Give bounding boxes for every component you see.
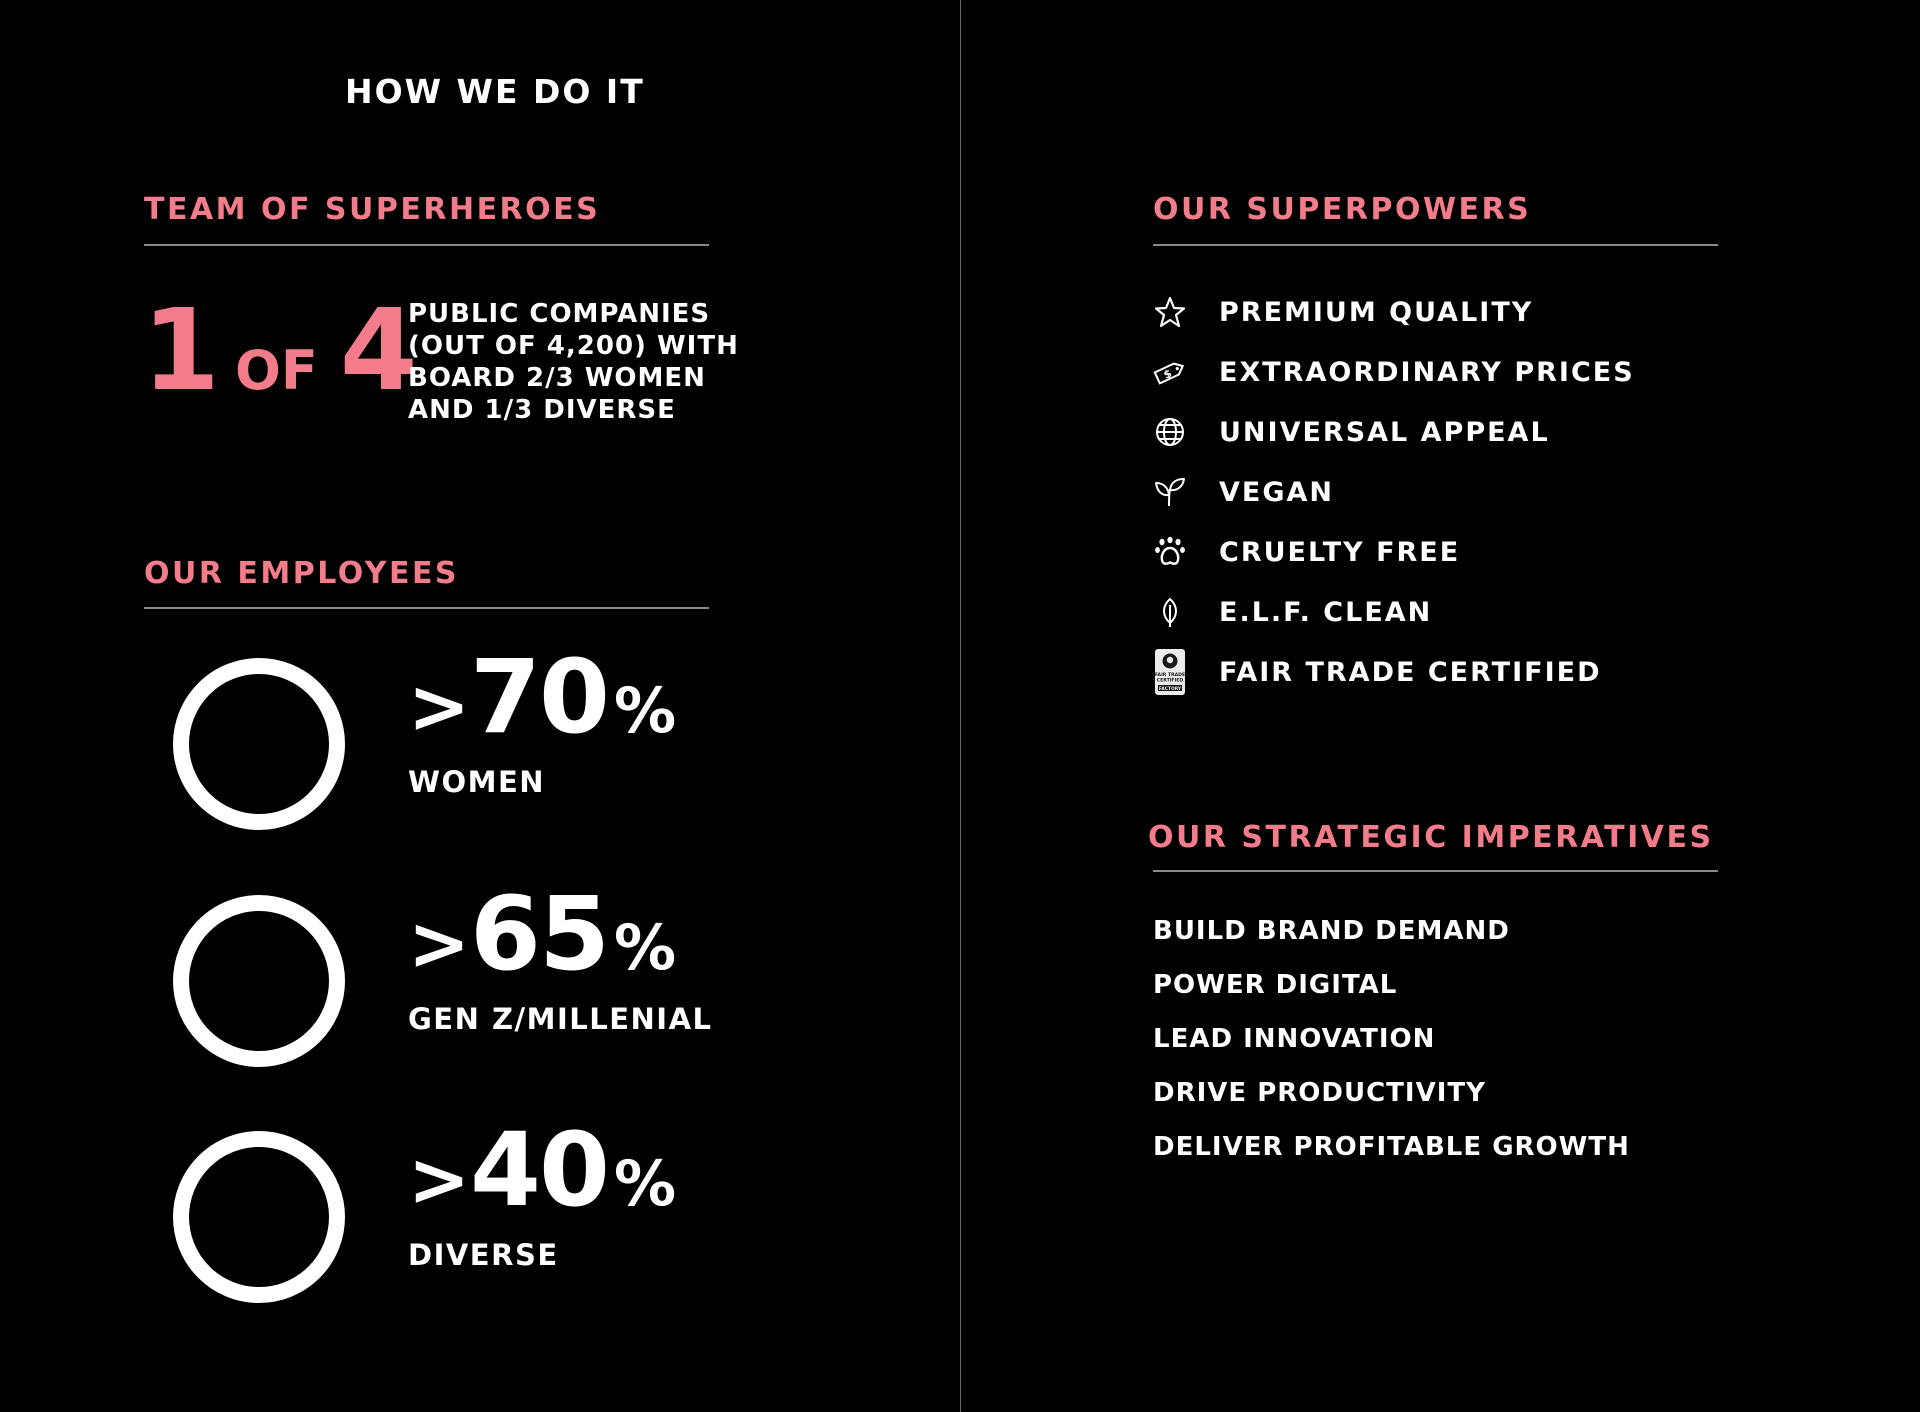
imperative-item: POWER DIGITAL [1153, 970, 1398, 1000]
imperative-item: BUILD BRAND DEMAND [1153, 916, 1510, 946]
stat-suffix: % [613, 674, 677, 747]
employee-stat-value [408, 1111, 677, 1230]
superpower-label: CRUELTY FREE [1219, 536, 1461, 568]
donut-track [181, 666, 337, 822]
superpower-label: EXTRAORDINARY PRICES [1219, 356, 1635, 388]
employee-stat-women [170, 638, 710, 855]
superpowers-list [1153, 282, 1635, 702]
superpowers-heading-rule [1153, 244, 1718, 246]
stat-suffix: % [613, 911, 677, 984]
stat-prefix: > [408, 1137, 471, 1223]
superpower-item [1153, 282, 1635, 342]
donut-chart [170, 892, 348, 1070]
superpower-label: FAIR TRADE CERTIFIED [1219, 656, 1602, 688]
superpower-item [1153, 642, 1635, 702]
stat-number: 65 [470, 875, 608, 994]
donut-chart [170, 1128, 348, 1306]
description-line: BOARD 2/3 WOMEN [408, 363, 706, 393]
superpower-label: E.L.F. CLEAN [1219, 596, 1433, 628]
imperative-item: LEAD INNOVATION [1153, 1024, 1436, 1054]
board-stat-total: 4 [339, 286, 415, 416]
employee-stat-label: GEN Z/MILLENIAL [408, 1002, 713, 1036]
sprout-icon [1153, 475, 1187, 509]
superpower-label: PREMIUM QUALITY [1219, 296, 1534, 328]
page-title: HOW WE DO IT [345, 72, 645, 111]
imperatives-heading-rule [1153, 870, 1718, 872]
badge-text: FACTORY [1158, 687, 1182, 692]
employee-stat-diverse [170, 1111, 710, 1328]
employee-stat-label: WOMEN [408, 765, 546, 799]
globe-icon [1153, 415, 1187, 449]
price-tag-icon [1153, 355, 1187, 389]
stat-prefix: > [408, 901, 471, 987]
team-heading-rule [144, 244, 709, 246]
superpower-item [1153, 462, 1635, 522]
imperatives-heading: OUR STRATEGIC IMPERATIVES [1148, 820, 1714, 855]
description-line: (OUT OF 4,200) WITH [408, 331, 739, 361]
board-stat-description [408, 298, 739, 426]
superpowers-heading: OUR SUPERPOWERS [1153, 192, 1532, 227]
donut-chart [170, 655, 348, 833]
superpower-label: VEGAN [1219, 476, 1334, 508]
employees-heading: OUR EMPLOYEES [144, 556, 460, 591]
imperative-item: DELIVER PROFITABLE GROWTH [1153, 1132, 1630, 1162]
donut-track [181, 1139, 337, 1295]
badge-text: FAIR TRADE [1155, 673, 1185, 678]
center-divider [960, 0, 961, 1412]
stat-number: 40 [470, 1111, 608, 1230]
paw-icon [1153, 535, 1187, 569]
employee-stat-gen-z [170, 875, 713, 1092]
badge-text: CERTIFIED [1156, 678, 1184, 684]
svg-text:$: $ [1161, 366, 1174, 382]
superpower-item [1153, 522, 1635, 582]
stat-number: 70 [470, 638, 608, 757]
imperatives-list [1153, 912, 1630, 1182]
leaf-icon [1153, 595, 1187, 629]
team-heading: TEAM OF SUPERHEROES [144, 192, 601, 227]
superpower-item [1153, 402, 1635, 462]
stat-prefix: > [408, 664, 471, 750]
stat-suffix: % [613, 1147, 677, 1220]
employee-stat-value [408, 875, 677, 994]
board-stat-of: OF [234, 339, 318, 402]
employees-heading-rule [144, 607, 709, 609]
superpower-label: UNIVERSAL APPEAL [1219, 416, 1550, 448]
employee-stat-label: DIVERSE [408, 1238, 559, 1272]
star-icon [1153, 295, 1187, 329]
fair-trade-badge-icon [1153, 655, 1187, 692]
description-line: AND 1/3 DIVERSE [408, 395, 676, 425]
board-stat-count: 1 [142, 286, 217, 416]
employee-stat-value [408, 638, 677, 757]
superpower-item [1153, 582, 1635, 642]
description-line: PUBLIC COMPANIES [408, 299, 711, 329]
board-stat [142, 286, 415, 416]
imperative-item: DRIVE PRODUCTIVITY [1153, 1078, 1486, 1108]
superpower-item [1153, 342, 1635, 402]
donut-track [181, 903, 337, 1059]
